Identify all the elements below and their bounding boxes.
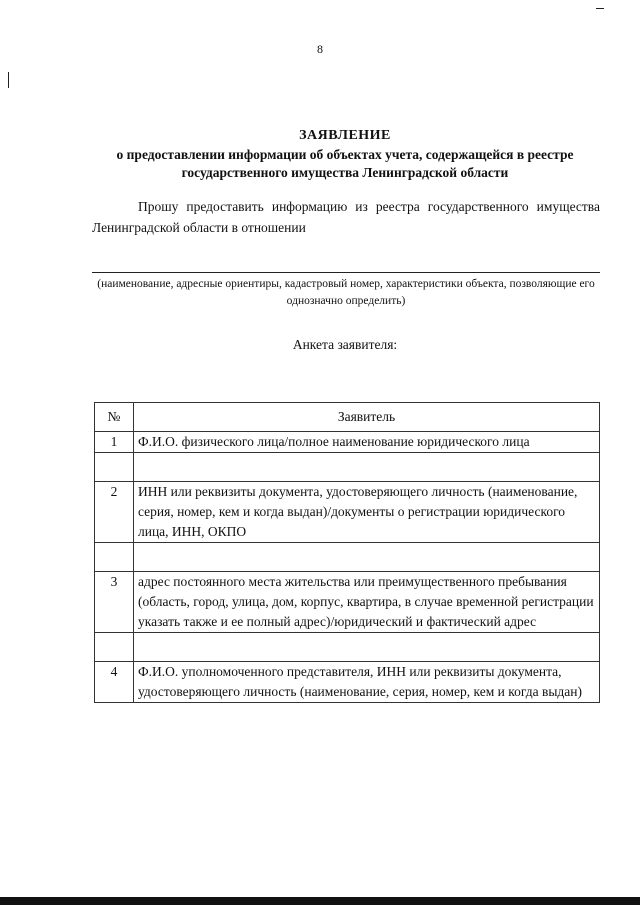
input-cell-number: [95, 453, 134, 482]
scan-edge-mark: [596, 8, 604, 9]
request-text: Прошу предоставить информацию из реестра государственного имущества Ленинградской области в отношении: [92, 199, 600, 235]
table-header-row: [95, 403, 600, 432]
row-label: ИНН или реквизиты документа, удостоверяющего личность (наименование, серия, номер, кем и когда выдан)/документы о регистрации юридического лица, ИНН, ОКПО: [134, 482, 600, 543]
row-number: 1: [95, 432, 134, 453]
document-title: ЗАЯВЛЕНИЕ: [299, 128, 391, 143]
row-label: адрес постоянного места жительства или преимущественного пребывания (область, город, улица, дом, корпус, квартира, в случае временной регистрации указать также и ее полный адрес)/юридический и фактический адрес: [134, 572, 600, 633]
table-row: [95, 572, 600, 633]
column-header-number: №: [95, 403, 134, 432]
input-cell[interactable]: [134, 453, 600, 482]
applicant-form-title: Анкета заявителя:: [292, 337, 398, 352]
row-label: Ф.И.О. уполномоченного представителя, ИНН или реквизиты документа, удостоверяющего личность (наименование, серия, номер, кем и когда выдан): [134, 662, 600, 703]
input-cell[interactable]: [134, 633, 600, 662]
column-header-applicant: Заявитель: [134, 403, 600, 432]
row-number: 4: [95, 662, 134, 703]
input-cell[interactable]: [134, 543, 600, 572]
object-fill-hint: (наименование, адресные ориентиры, кадастровый номер, характеристики объекта, позволяющие его однозначно определить): [97, 278, 595, 307]
row-number: 2: [95, 482, 134, 543]
table-row-input[interactable]: [95, 543, 600, 572]
page-number: 8: [317, 42, 323, 56]
row-number: 3: [95, 572, 134, 633]
row-label: Ф.И.О. физического лица/полное наименование юридического лица: [134, 432, 600, 453]
document-subtitle: о предоставлении информации об объектах учета, содержащейся в реестре государственного имущества Ленинградской области: [116, 147, 574, 180]
scan-bottom-edge: [0, 897, 640, 905]
table-row: [95, 662, 600, 703]
table-row: [95, 482, 600, 543]
input-cell-number: [95, 543, 134, 572]
applicant-table: [94, 402, 600, 703]
table-row-input[interactable]: [95, 453, 600, 482]
object-fill-line[interactable]: [92, 272, 600, 273]
table-row: [95, 432, 600, 453]
table-row-input[interactable]: [95, 633, 600, 662]
scan-edge-mark: [8, 72, 9, 88]
input-cell-number: [95, 633, 134, 662]
request-paragraph: [92, 196, 600, 238]
